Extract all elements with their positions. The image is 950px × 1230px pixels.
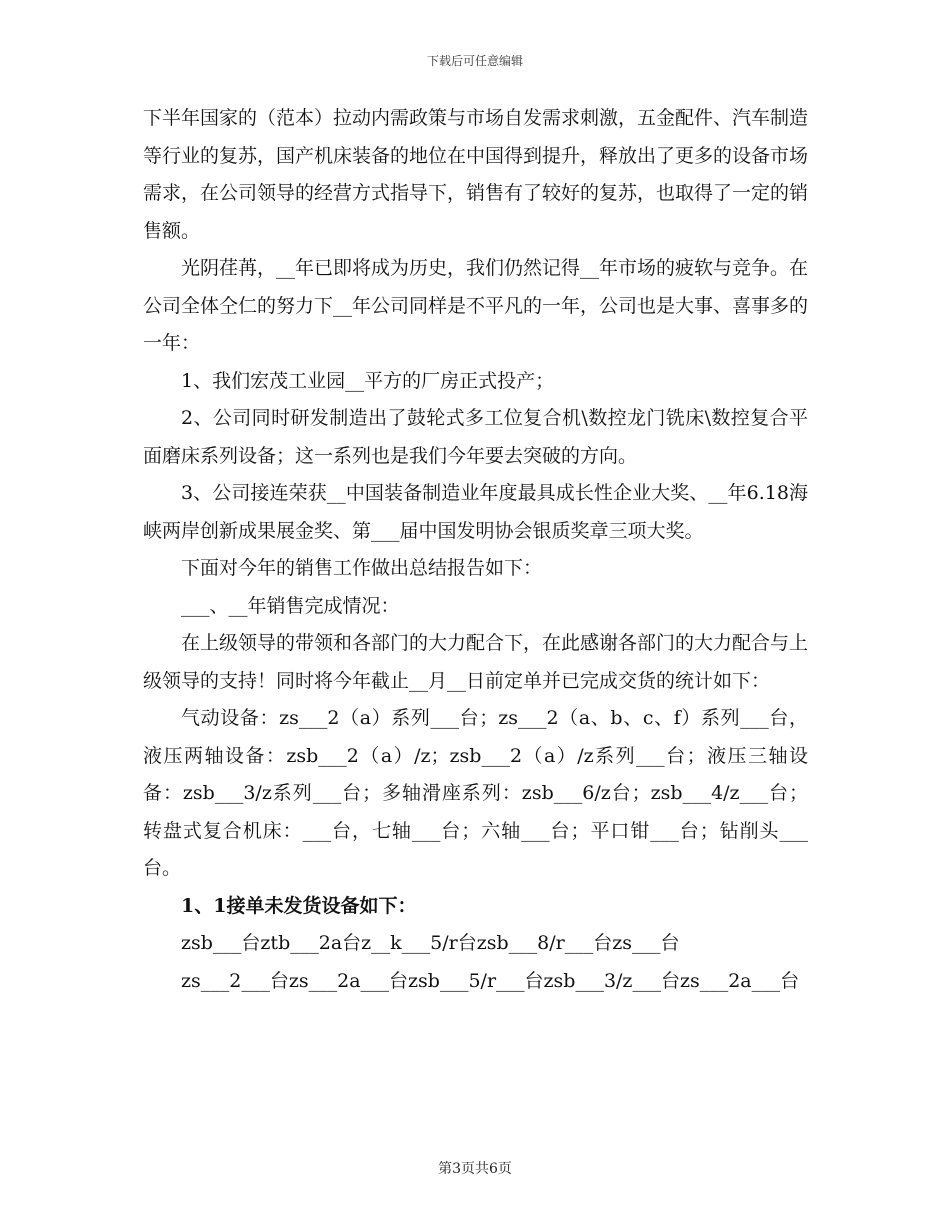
list-item-2: 2、公司同时研发制造出了鼓轮式多工位复合机\数控龙门铣床\数控复合平面磨床系列设备；这一系列也是我们今年要去突破的方向。	[143, 407, 808, 467]
page-header: 下载后可任意编辑	[426, 54, 523, 68]
list-item-3: 3、公司接连荣获__中国装备制造业年度最具成长性企业大奖、__年6.18海峡两岸创新成果展金奖、第___届中国发明协会银质奖章三项大奖。	[143, 482, 808, 542]
paragraph-intro: 下半年国家的（范本）拉动内需政策与市场自发需求刺激，五金配件、汽车制造等行业的复苏，国产机床装备的地位在中国得到提升，释放出了更多的设备市场需求，在公司领导的经营方式指导下，销售有了较好的复苏，也取得了一定的销售额。	[143, 107, 809, 242]
paragraph-equipment-stats: 气动设备：zs___2（a）系列___台；zs___2（a、b、c、f）系列___台，液压两轴设备：zsb___2（a）/z；zsb___2（a）/z系列___台；液压三轴设备：zsb___3/z系列___台；多轴滑座系列：zsb___6/z台；zsb___4/z___台；转盘式复合机床：___台，七轴___台；六轴___台；平口钳___台；钻削头___台。	[143, 707, 808, 879]
subheading-pending-orders: 1、1接单未发货设备如下：	[181, 894, 417, 917]
document-body	[143, 100, 808, 1000]
paragraph-pending-list-2: zs___2___台zs___2a___台zsb___5/r___台zsb___3/z___台zs___2a___台	[181, 969, 800, 992]
section-heading-sales: ___、__年销售完成情况：	[181, 594, 400, 617]
paragraph-pending-list-1: zsb___台ztb___2a台z__k___5/r台zsb___8/r___台zs___台	[181, 932, 680, 954]
paragraph-thanks: 在上级领导的带领和各部门的大力配合下，在此感谢各部门的大力配合与上级领导的支持！同时将今年截止__月__日前定单并已完成交货的统计如下：	[143, 632, 809, 692]
list-item-1: 1、我们宏茂工业园__平方的厂房正式投产；	[181, 369, 555, 392]
paragraph-year-review: 光阴荏苒，__年已即将成为历史，我们仍然记得__年市场的疲软与竞争。在公司全体仝仁的努力下__年公司同样是不平凡的一年，公司也是大事、喜事多的一年：	[143, 257, 809, 354]
paragraph-summary-intro: 下面对今年的销售工作做出总结报告如下：	[181, 557, 543, 579]
page-footer: 第3页共6页	[438, 1161, 512, 1177]
